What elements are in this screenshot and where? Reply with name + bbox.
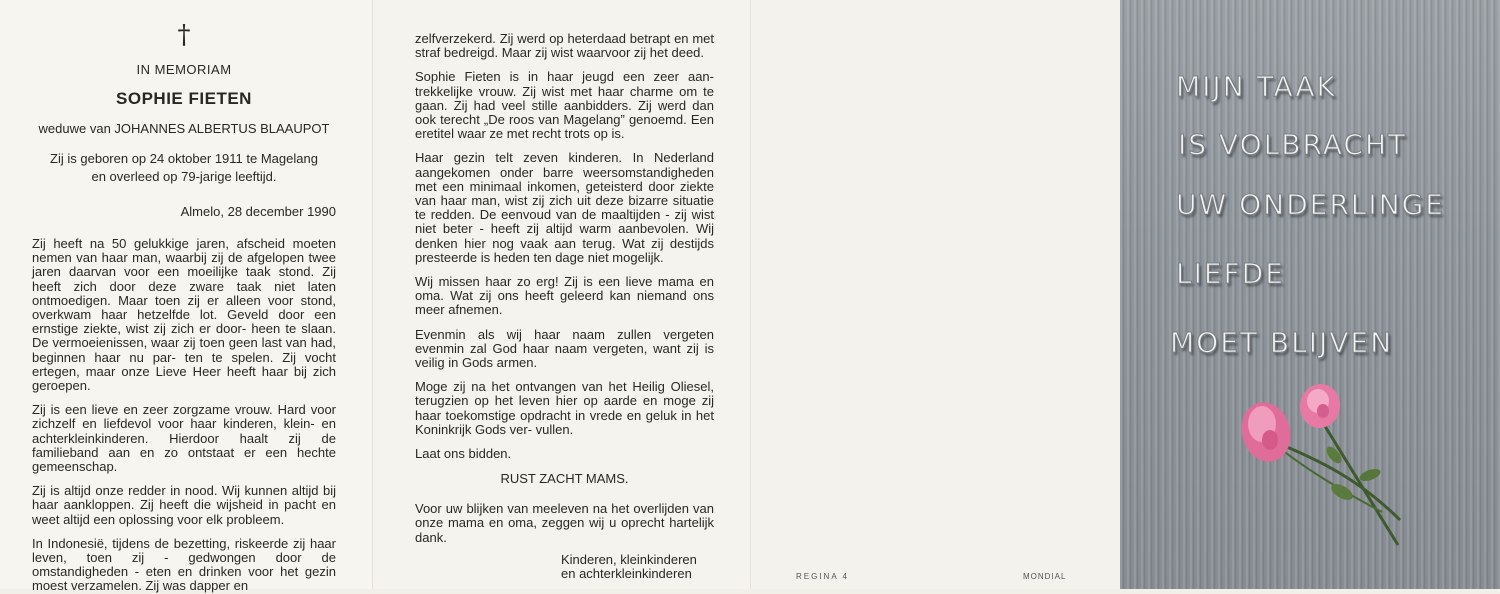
blank-panel: [750, 0, 1120, 589]
rest-in-peace: RUST ZACHT MAMS.: [500, 471, 629, 487]
paragraph: Zij heeft na 50 gelukkige jaren, afscheid moeten nemen van haar man, waarbij zij de afgelopen twee jaren daarvan voor een moeilijke taak stond. Zij heeft zich door deze zware taak niet laten ontmoedigen. Maar toen zij er alleen voor stond, overkwam haar hetzelfde lot. Geveld door een ernstige ziekte, wist zij zich er door- heen te slaan. De vermoeienissen, waar zij toen geen last van had, beginnen haar nu par- ten te spelen. Zij vocht ertegen, maar onze Lieve Heer heeft haar bij zich geroepen.: [32, 236, 336, 394]
printer-mark: REGINA 4: [796, 572, 849, 581]
cross-icon: †: [177, 20, 191, 50]
death-line: en overleed op 79-jarige leeftijd.: [91, 169, 277, 184]
paragraph: Zij is een lieve en zeer zorgzame vrouw. Hard voor zichzelf en liefdevol voor haar kinderen, klein- en achterkleinkinderen. Hierdoor haalt zij de familieband aan en zo ontstaat er een hechte gemeenschap.: [32, 402, 336, 475]
inscription-line: UW ONDERLINGE: [1176, 188, 1445, 221]
paragraph: In Indonesië, tijdens de bezetting, riskeerde zij haar leven, toen zij - gedwongen door de omstandigheden - eten en drinken voor het gezin moest verzamelen. Zij was dapper en: [32, 535, 336, 594]
paragraph: Moge zij na het ontvangen van het Heilig Oliesel, terugzien op het leven hier op aarde en moge zij haar toekomstige opdracht in vrede en geluk in het Koninkrijk Gods ver- vullen.: [415, 379, 714, 437]
paragraph: Sophie Fieten is in haar jeugd een zeer aan- trekkelijke vrouw. Zij wist met haar charme om te gaan. Zij had veel stille aanbidders. Zij werd dan ook terecht „De roos van Magelang” genoemd. Een eretitel waar ze met recht trots op is.: [415, 69, 714, 142]
paragraph: zelfverzekerd. Zij werd op heterdaad betrapt en met straf bedreigd. Maar zij wist waarvoor zij het deed.: [415, 31, 714, 61]
in-memoriam-heading: IN MEMORIAM: [136, 62, 232, 77]
paragraph: Evenmin als wij haar naam zullen vergeten evenmin zal God haar naam vergeten, want zij is veilig in Gods armen.: [415, 326, 714, 371]
left-text-panel: [0, 0, 372, 594]
rose-flower: [1296, 381, 1343, 431]
signature-line: Kinderen, kleinkinderen: [561, 551, 697, 567]
place-date: Almelo, 28 december 1990: [180, 204, 336, 219]
deceased-name: SOPHIE FIETEN: [116, 89, 252, 108]
middle-text-panel: [372, 0, 750, 589]
inscription-line: IS VOLBRACHT: [1178, 128, 1408, 161]
signature-line: en achterkleinkinderen: [561, 566, 692, 582]
paragraph: Wij missen haar zo erg! Zij is een lieve mama en oma. Wat zij ons heeft geleerd kan niemand ons meer afnemen.: [415, 274, 714, 318]
photo-panel: [1120, 0, 1500, 589]
paragraph: Zij is altijd onze redder in nood. Wij kunnen altijd bij haar aankloppen. Zij heeft die wijsheid in pacht en weet altijd een oplossing voor elk probleem.: [32, 483, 336, 527]
inscription-line: LIEFDE: [1176, 257, 1285, 290]
rose-flower: [1235, 397, 1297, 467]
roses-image: [1120, 0, 1500, 589]
birth-info: [32, 150, 336, 186]
inscription-line: MOET BLIJVEN: [1170, 326, 1394, 359]
prayer-line: Laat ons bidden.: [415, 446, 512, 462]
thanks-paragraph: Voor uw blijken van meeleven na het overlijden van onze mama en oma, zeggen wij u oprecht hartelijk dank.: [415, 501, 714, 545]
inscription-line: MIJN TAAK: [1176, 70, 1337, 103]
widow-line: weduwe van JOHANNES ALBERTUS BLAAUPOT: [38, 121, 330, 136]
birth-line: Zij is geboren op 24 oktober 1911 te Magelang: [50, 151, 318, 166]
signature: [561, 553, 714, 582]
paragraph: Haar gezin telt zeven kinderen. In Nederland aangekomen onder barre weersomstandigheden met een minimaal inkomen, geteisterd door ziekte van haar man, wist zij zich uit deze bizarre situatie te redden. De eenvoud van de maaltijden - zij wist niet beter - heeft zij altijd warm aanbevolen. Wij denken hier nog vaak aan terug. Wat zij destijds presteerde is heden ten dage niet mogelijk.: [415, 150, 714, 265]
printer-mark: MONDIAL: [1023, 572, 1067, 581]
